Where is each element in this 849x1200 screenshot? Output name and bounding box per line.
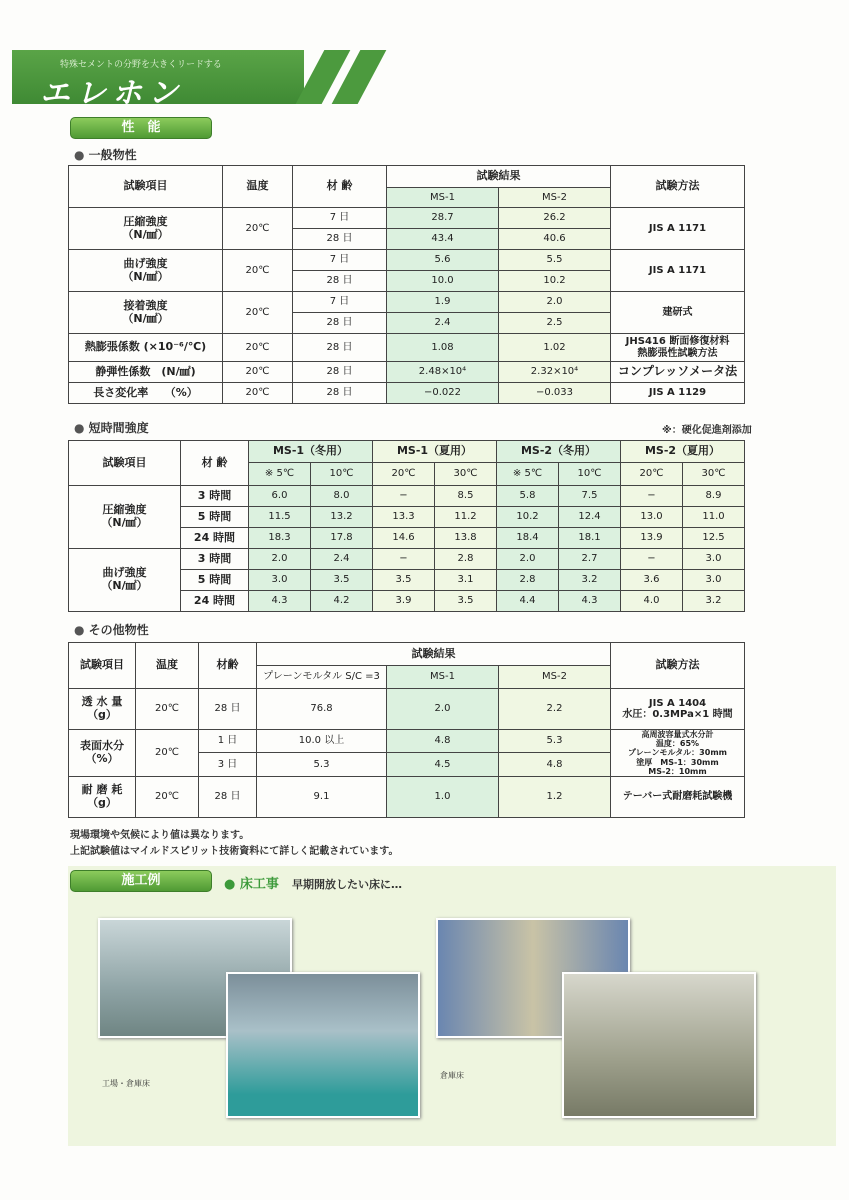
table-cell: 20℃ — [621, 463, 683, 486]
table-cell: MS-1（冬用） — [249, 441, 373, 463]
table-cell: MS-1 — [387, 666, 499, 689]
table-cell: 1.2 — [499, 776, 611, 817]
table-cell: 14.6 — [373, 528, 435, 549]
short-term-strength-table — [68, 440, 745, 612]
table-row — [69, 383, 745, 404]
table-cell: 2.0 — [249, 549, 311, 570]
note-line: 上記試験値はマイルドスピリット技術資料にて詳しく記載されています。 — [70, 846, 399, 857]
general-properties-table — [68, 165, 745, 404]
table-cell: 10.0 以上 — [257, 730, 387, 753]
note-line: 現場環境や気候により値は異なります。 — [70, 830, 250, 841]
table-row — [69, 730, 745, 753]
table-cell: 8.5 — [435, 486, 497, 507]
table-cell: 3.1 — [435, 570, 497, 591]
table-cell: 2.0 — [499, 292, 611, 313]
table-cell: 2.5 — [499, 313, 611, 334]
table-cell: MS-2（夏用） — [621, 441, 745, 463]
general-title: ● 一般物性 — [74, 146, 137, 163]
table-row — [69, 549, 745, 570]
table-cell: JIS A 1129 — [611, 383, 745, 404]
table-cell: 28 日 — [293, 334, 387, 362]
table-cell: 試験結果 — [387, 166, 611, 188]
table-cell: JIS A 1171 — [611, 250, 745, 292]
item-cell: 熱膨張係数 (×10⁻⁶/℃) — [69, 334, 223, 362]
table-cell: MS-1 — [387, 188, 499, 208]
table-cell: 試験方法 — [611, 643, 745, 689]
table-cell: 13.3 — [373, 507, 435, 528]
table-cell: 4.3 — [559, 591, 621, 612]
table-cell: 高周波容量式水分計 温度：65% プレーンモルタル：30mm 塗厚 MS-1：30mm MS-2：10mm — [611, 730, 745, 777]
table-cell: 26.2 — [499, 208, 611, 229]
table-cell: MS-2 — [499, 666, 611, 689]
floor-title-text: 床工事 — [239, 877, 279, 892]
photo-gas-cylinders — [226, 972, 420, 1118]
table-cell: 12.5 — [683, 528, 745, 549]
table-cell: 18.3 — [249, 528, 311, 549]
table-cell: 20℃ — [223, 362, 293, 383]
table-cell: 28 日 — [293, 362, 387, 383]
table-cell: 10℃ — [311, 463, 373, 486]
table-cell: ※ 5℃ — [249, 463, 311, 486]
table-cell: 試験項目 — [69, 643, 136, 689]
table-cell: MS-1（夏用） — [373, 441, 497, 463]
table-cell: 1.08 — [387, 334, 499, 362]
table-cell: 30℃ — [683, 463, 745, 486]
table-cell: 3.5 — [311, 570, 373, 591]
table-cell: 7 日 — [293, 208, 387, 229]
table-cell: −0.033 — [499, 383, 611, 404]
table-cell: 3.0 — [683, 570, 745, 591]
unit-label: （N/㎟） — [122, 311, 169, 325]
section-examples: 施工例 — [70, 870, 212, 892]
table-cell: − — [621, 486, 683, 507]
item-cell: 長さ変化率 （%） — [69, 383, 223, 404]
table-cell: 5.3 — [499, 730, 611, 753]
table-cell: 材 齢 — [181, 441, 249, 486]
section-performance: 性 能 — [70, 117, 212, 139]
table-cell: 2.0 — [497, 549, 559, 570]
table-cell: − — [621, 549, 683, 570]
table-cell: 2.8 — [435, 549, 497, 570]
table-cell: 13.2 — [311, 507, 373, 528]
examples-area — [68, 866, 836, 1146]
floor-desc: 早期開放したい床に… — [292, 878, 402, 891]
table-cell: 10.0 — [387, 271, 499, 292]
table-cell: 40.6 — [499, 229, 611, 250]
table-cell: 6.0 — [249, 486, 311, 507]
table-cell: 20℃ — [223, 334, 293, 362]
table-cell: 試験項目 — [69, 166, 223, 208]
table-cell: 5.5 — [499, 250, 611, 271]
table-cell: 28 日 — [199, 776, 257, 817]
table-cell: 3.0 — [683, 549, 745, 570]
other-properties-table — [68, 642, 745, 818]
floor-title: ● 床工事 — [224, 877, 279, 892]
table-cell: 20℃ — [136, 689, 199, 730]
table-cell: 3.5 — [373, 570, 435, 591]
item-cell: 耐 磨 耗 （g） — [69, 776, 136, 817]
table-cell: 2.0 — [387, 689, 499, 730]
unit-label: （%） — [85, 751, 119, 765]
table-cell: MS-2（冬用） — [497, 441, 621, 463]
table-row — [69, 689, 745, 730]
table-cell: 4.0 — [621, 591, 683, 612]
table-cell: 18.1 — [559, 528, 621, 549]
table-cell: 2.32×10⁴ — [499, 362, 611, 383]
table-cell: 10.2 — [499, 271, 611, 292]
table-cell: 試験結果 — [257, 643, 611, 666]
unit-label: （N/㎟） — [122, 227, 169, 241]
table-cell: 20℃ — [223, 383, 293, 404]
other-title: ● その他物性 — [74, 621, 149, 638]
table-cell: − — [373, 549, 435, 570]
table-cell: コンプレッソメータ法 — [611, 362, 745, 383]
table-cell: 5.6 — [387, 250, 499, 271]
table-cell: 76.8 — [257, 689, 387, 730]
table-cell: 8.0 — [311, 486, 373, 507]
table-cell: MS-2 — [499, 188, 611, 208]
table-cell: 24 時間 — [181, 591, 249, 612]
table-row — [69, 208, 745, 229]
header-row — [69, 643, 745, 666]
item-cell: 圧縮強度 （N/㎟） — [69, 208, 223, 250]
table-cell: 28 日 — [293, 383, 387, 404]
table-cell: 5 時間 — [181, 507, 249, 528]
table-cell: 材 齢 — [293, 166, 387, 208]
table-cell: 28.7 — [387, 208, 499, 229]
tagline: 特殊セメントの分野を大きくリードする — [60, 60, 222, 70]
table-cell: 材齢 — [199, 643, 257, 689]
table-cell: 13.9 — [621, 528, 683, 549]
table-cell: 30℃ — [435, 463, 497, 486]
table-cell: 7 日 — [293, 292, 387, 313]
table-cell: 1.9 — [387, 292, 499, 313]
table-cell: 5 時間 — [181, 570, 249, 591]
item-cell: 透 水 量 （g） — [69, 689, 136, 730]
table-cell: 5.8 — [497, 486, 559, 507]
table-cell: 4.4 — [497, 591, 559, 612]
table-cell: 28 日 — [199, 689, 257, 730]
table-cell: JIS A 1404 水圧：0.3MPa×1 時間 — [611, 689, 745, 730]
table-cell: テーバー式耐磨耗試験機 — [611, 776, 745, 817]
table-cell: 1.0 — [387, 776, 499, 817]
table-cell: 18.4 — [497, 528, 559, 549]
table-cell: 1 日 — [199, 730, 257, 753]
table-cell: 2.2 — [499, 689, 611, 730]
table-cell: ※ 5℃ — [497, 463, 559, 486]
table-cell: 1.02 — [499, 334, 611, 362]
table-cell: 3.0 — [249, 570, 311, 591]
header-row — [69, 441, 745, 463]
table-cell: − — [373, 486, 435, 507]
table-cell: JIS A 1171 — [611, 208, 745, 250]
table-cell: 2.4 — [311, 549, 373, 570]
table-cell: 試験項目 — [69, 441, 181, 486]
unit-label: （g） — [87, 708, 117, 721]
item-cell: 静弾性係数 (N/㎟) — [69, 362, 223, 383]
table-cell: 3.6 — [621, 570, 683, 591]
table-cell: 温度 — [136, 643, 199, 689]
table-cell: 20℃ — [223, 208, 293, 250]
table-cell: 4.2 — [311, 591, 373, 612]
table-cell: 43.4 — [387, 229, 499, 250]
table-cell: 20℃ — [136, 776, 199, 817]
table-cell: 3 時間 — [181, 486, 249, 507]
table-cell: 28 日 — [293, 313, 387, 334]
table-cell: 4.3 — [249, 591, 311, 612]
table-cell: 3.5 — [435, 591, 497, 612]
table-cell: 7 日 — [293, 250, 387, 271]
table-cell: 9.1 — [257, 776, 387, 817]
table-cell: 10.2 — [497, 507, 559, 528]
table-cell: 8.9 — [683, 486, 745, 507]
table-cell: 20℃ — [223, 250, 293, 292]
table-row — [69, 776, 745, 817]
table-cell: 4.8 — [499, 753, 611, 776]
table-cell: 2.48×10⁴ — [387, 362, 499, 383]
short-note: ※：硬化促進剤添加 — [662, 425, 752, 436]
table-row — [69, 362, 745, 383]
table-cell: 3.2 — [683, 591, 745, 612]
table-cell: 温度 — [223, 166, 293, 208]
caption: 倉庫床 — [440, 1071, 464, 1080]
unit-label: （N/㎟） — [122, 269, 169, 283]
unit-label: （g） — [87, 795, 117, 809]
short-title: ● 短時間強度 — [74, 419, 149, 436]
table-cell: 28 日 — [293, 271, 387, 292]
table-cell: JHS416 断面修復材料 熱膨張性試験方法 — [611, 334, 745, 362]
logo: エレホン — [40, 76, 184, 111]
table-cell: 17.8 — [311, 528, 373, 549]
table-cell: 12.4 — [559, 507, 621, 528]
table-cell: 24 時間 — [181, 528, 249, 549]
table-cell: 13.0 — [621, 507, 683, 528]
table-cell: 4.5 — [387, 753, 499, 776]
table-cell: 20℃ — [223, 292, 293, 334]
table-cell: 10℃ — [559, 463, 621, 486]
photo-warehouse-2 — [562, 972, 756, 1118]
table-cell: 2.7 — [559, 549, 621, 570]
table-cell: 20℃ — [373, 463, 435, 486]
table-row — [69, 334, 745, 362]
table-cell: 11.2 — [435, 507, 497, 528]
table-cell: 3 時間 — [181, 549, 249, 570]
header-row — [69, 166, 745, 188]
table-cell: 4.8 — [387, 730, 499, 753]
table-cell: 11.5 — [249, 507, 311, 528]
table-cell: 3 日 — [199, 753, 257, 776]
item-cell: 圧縮強度 （N/㎟） — [69, 486, 181, 549]
table-row — [69, 250, 745, 271]
table-cell: 2.4 — [387, 313, 499, 334]
item-cell: 曲げ強度 （N/㎟） — [69, 549, 181, 612]
table-cell: 11.0 — [683, 507, 745, 528]
table-row — [69, 486, 745, 507]
unit-label: （N/㎟） — [101, 516, 148, 529]
unit-label: （N/㎟） — [101, 579, 148, 592]
table-row — [69, 292, 745, 313]
table-cell: 5.3 — [257, 753, 387, 776]
table-cell: 13.8 — [435, 528, 497, 549]
table-cell: 3.9 — [373, 591, 435, 612]
item-cell: 曲げ強度 （N/㎟） — [69, 250, 223, 292]
table-cell: 試験方法 — [611, 166, 745, 208]
table-cell: 2.8 — [497, 570, 559, 591]
table-cell: 20℃ — [136, 730, 199, 777]
item-cell: 表面水分 （%） — [69, 730, 136, 777]
table-cell: 3.2 — [559, 570, 621, 591]
table-cell: プレーンモルタル S/C =3 — [257, 666, 387, 689]
item-cell: 接着強度 （N/㎟） — [69, 292, 223, 334]
table-cell: 建研式 — [611, 292, 745, 334]
table-cell: 28 日 — [293, 229, 387, 250]
table-cell: 7.5 — [559, 486, 621, 507]
caption: 工場・倉庫床 — [102, 1079, 150, 1088]
table-cell: −0.022 — [387, 383, 499, 404]
